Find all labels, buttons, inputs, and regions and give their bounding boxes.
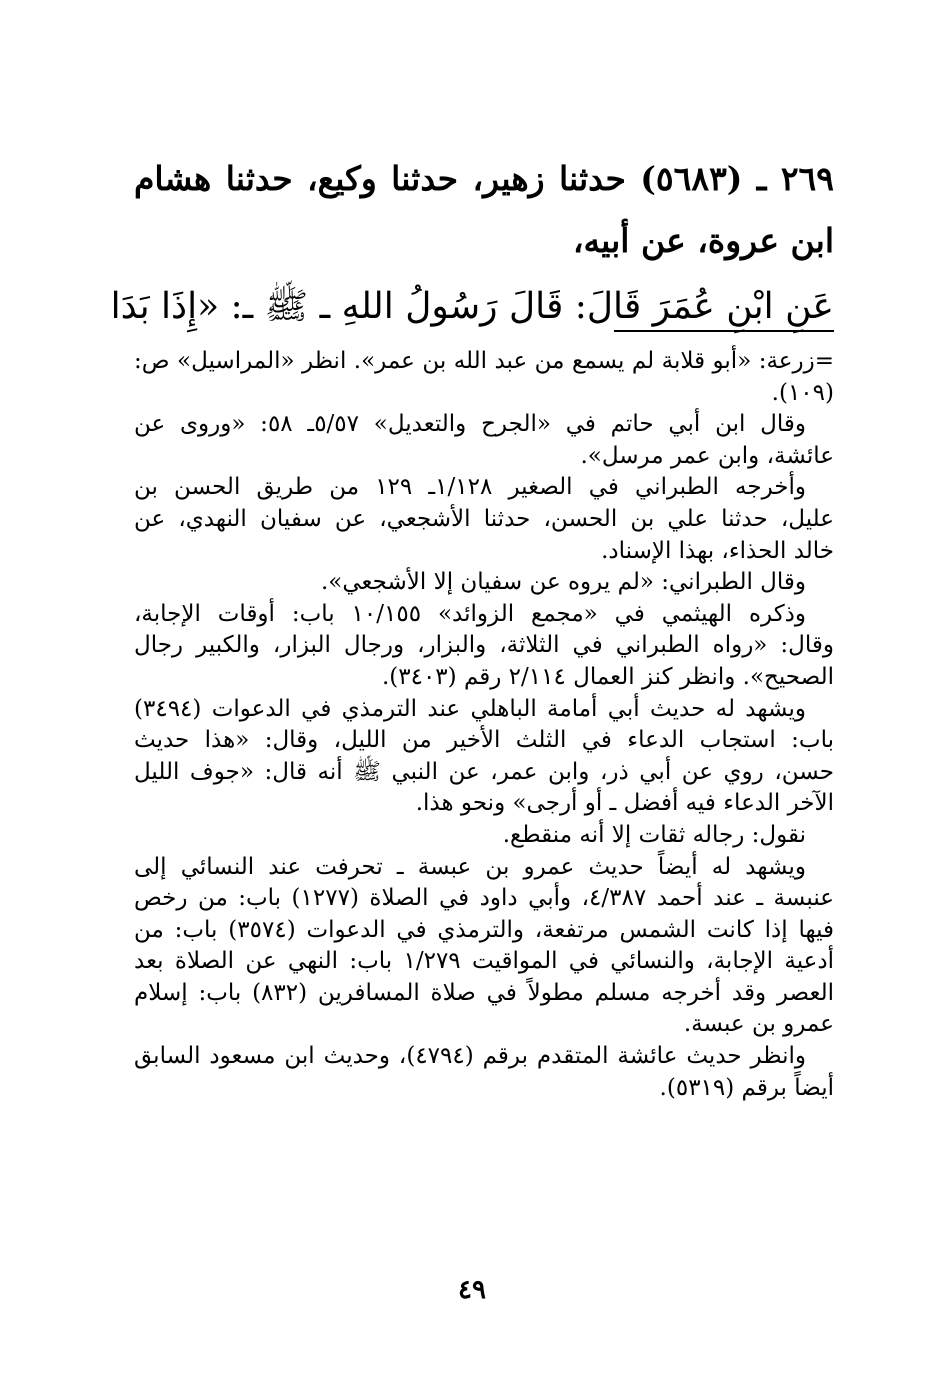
footnote-line: العصر وقد أخرجه مسلم مطولاً في صلاة المسافرين (٨٣٢) باب: إسلام: [134, 979, 835, 1006]
footnote-line: وقال الطبراني: «لم يروه عن سفيان إلا الأشجعي».: [321, 569, 806, 596]
hadith-text: [110, 148, 835, 342]
footnote-line: أدعية الإجابة، والنسائي في المواقيت ١/٢٧٩ باب: النهي عن الصلاة بعد: [134, 948, 834, 975]
footnote-line: نقول: رجاله ثقات إلا أنه منقطع.: [502, 821, 806, 848]
footnote-line: عائشة، وابن عمر مرسل».: [580, 442, 834, 469]
page-number: ٤٩: [458, 1275, 486, 1305]
footnote-line: =زرعة: «أبو قلابة لم يسمع من عبد الله بن عمر». انظر «المراسيل» ص:: [134, 348, 834, 374]
footnote-line: وانظر حديث عائشة المتقدم برقم (٤٧٩٤)، وحديث ابن مسعود السابق: [134, 1043, 806, 1070]
footnote-line: أيضاً برقم (٥٣١٩).: [659, 1074, 834, 1101]
footnote-line: فيها إذا كانت الشمس مرتفعة، والترمذي في الدعوات (٣٥٧٤) باب: من: [134, 916, 835, 943]
footnotes: [134, 346, 834, 1104]
footnote-line: وأخرجه الطبراني في الصغير ١/١٢٨ـ ١٢٩ من طريق الحسن بن: [134, 474, 806, 501]
hadith-line: ٢٦٩ ـ (٥٦٨٣) حدثنا زهير، حدثنا وكيع، حدثنا هشام: [134, 159, 835, 198]
footnote-line: عمرو بن عبسة.: [683, 1011, 834, 1038]
footnote-line: (١٠٩).: [771, 379, 834, 406]
footnote-line: ويشهد له حديث أبي أمامة الباهلي عند الترمذي في الدعوات (٣٤٩٤): [134, 695, 806, 722]
footnote-line: وقال: «رواه الطبراني في الثلاثة، والبزار، ورجال البزار، والكبير رجال: [134, 632, 834, 659]
footnote-line: عليل، حدثنا علي بن الحسن، حدثنا الأشجعي، عن سفيان النهدي، عن: [134, 505, 834, 532]
hadith-line: عَنِ ابْنِ عُمَرَ قَالَ: قَالَ رَسُولُ اللهِ ـ ﷺ ـ: «إِذَا بَدَا: [110, 286, 834, 327]
footnote-line: عنبسة ـ عند أحمد ٤/٣٨٧، وأبي داود في الصلاة (١٢٧٧) باب: من رخص: [134, 885, 835, 912]
footnote-line: حسن، روي عن أبي ذر، وابن عمر، عن النبي ﷺ أنه قال: «جوف الليل: [134, 758, 834, 785]
footnote-line: باب: استجاب الدعاء في الثلث الأخير من الليل، وقال: «هذا حديث: [134, 727, 834, 754]
footnote-line: وذكره الهيثمي في «مجمع الزوائد» ١٠/١٥٥ باب: أوقات الإجابة،: [134, 600, 806, 627]
footnote-line: الآخر الدعاء فيه أفضل ـ أو أرجى» ونحو هذا.: [415, 790, 834, 817]
footnote-line: ويشهد له أيضاً حديث عمرو بن عبسة ـ تحرفت عند النسائي إلى: [134, 853, 806, 880]
footnote-separator: [614, 330, 834, 332]
footnote-line: الصحيح». وانظر كنز العمال ٢/١١٤ رقم (٣٤٠٣).: [381, 663, 834, 690]
footnote-line: وقال ابن أبي حاتم في «الجرح والتعديل» ٥/٥٧ـ ٥٨: «وروى عن: [134, 411, 806, 438]
footnote-line: خالد الحذاء، بهذا الإسناد.: [601, 537, 834, 564]
hadith-line: ابن عروة، عن أبيه،: [572, 221, 834, 260]
